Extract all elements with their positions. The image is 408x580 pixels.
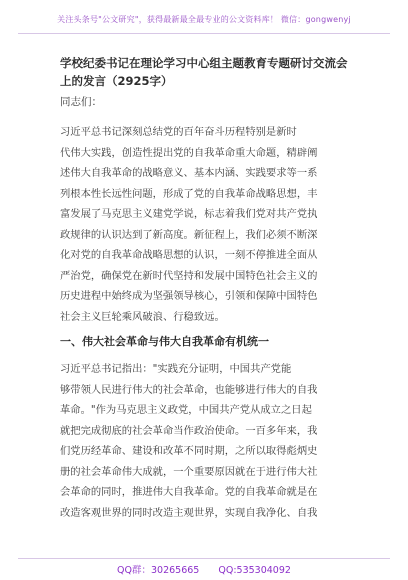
text-line: 会革命的同时，推进伟大自我革命。党的自我革命就是在	[60, 486, 318, 498]
text-line: 富发展了马克思主义建党学说，标志着我们党对共产党执	[60, 208, 318, 220]
text-line: 化对党的自我革命战略思想的认识，一刻不停推进全面从	[60, 249, 318, 261]
text-line: 述伟大自我革命的战略意义、基本内涵、实践要求等一系	[60, 167, 318, 179]
document-page	[60, 54, 350, 544]
text-line: 历史进程中始终成为坚强领导核心，引领和保障中国特色	[60, 290, 318, 302]
title-line: 学校纪委书记在理论学习中心组主题教育专题研讨交流会	[60, 56, 348, 70]
text-line: 册的社会革命伟大成就，一个重要原因就在于进行伟大社	[60, 465, 318, 478]
qq-text: QQ:535304092	[218, 565, 291, 576]
text-line: 严治党，确保党在新时代坚持和发展中国特色社会主义的	[60, 269, 318, 282]
text-line: 改造客观世界的同时改造主观世界，实现自我净化、自我	[60, 506, 318, 519]
text-line: 够带领人民进行伟大的社会革命，也能够进行伟大的自我	[60, 383, 318, 396]
header-bar	[18, 11, 390, 34]
text-line: 革命。"作为马克思主义政党，中国共产党从成立之日起	[60, 404, 312, 416]
footer-contact	[18, 562, 390, 576]
text-line: 们党历经革命、建设和改革不同时期，之所以取得彪炳史	[60, 445, 318, 457]
text-line: 习近平总书记深刻总结党的百年奋斗历程特别是新时	[60, 126, 297, 138]
qq-group-text: QQ群：30265665	[117, 565, 200, 576]
title-line: 上的发言（2925字）	[60, 74, 173, 88]
text-line: 列根本性长远性问题，形成了党的自我革命战略思想，丰	[60, 187, 318, 200]
paragraph-2	[60, 359, 350, 523]
text-line: 就把完成彻底的社会革命当作政治使命。一百多年来，我	[60, 424, 318, 437]
text-line: 代伟大实践，创造性提出党的自我革命重大命题，精辟阐	[60, 146, 318, 159]
text-line: 政规律的认识达到了新高度。新征程上，我们必须不断深	[60, 228, 318, 241]
footer-bar	[18, 558, 390, 575]
header-notice: 关注头条号"公文研究"，获得最新最全最专业的公文资料库！ 微信：gongwenyj	[57, 15, 351, 24]
paragraph-1	[60, 122, 350, 327]
text-line: 社会主义巨轮乘风破浪、行稳致远。	[60, 310, 225, 323]
section-heading: 一、伟大社会革命与伟大自我革命有机统一	[60, 335, 269, 348]
document-title	[60, 54, 350, 90]
text-line: 习近平总书记指出："实践充分证明，中国共产党能	[60, 363, 292, 375]
salutation: 同志们：	[60, 96, 102, 108]
